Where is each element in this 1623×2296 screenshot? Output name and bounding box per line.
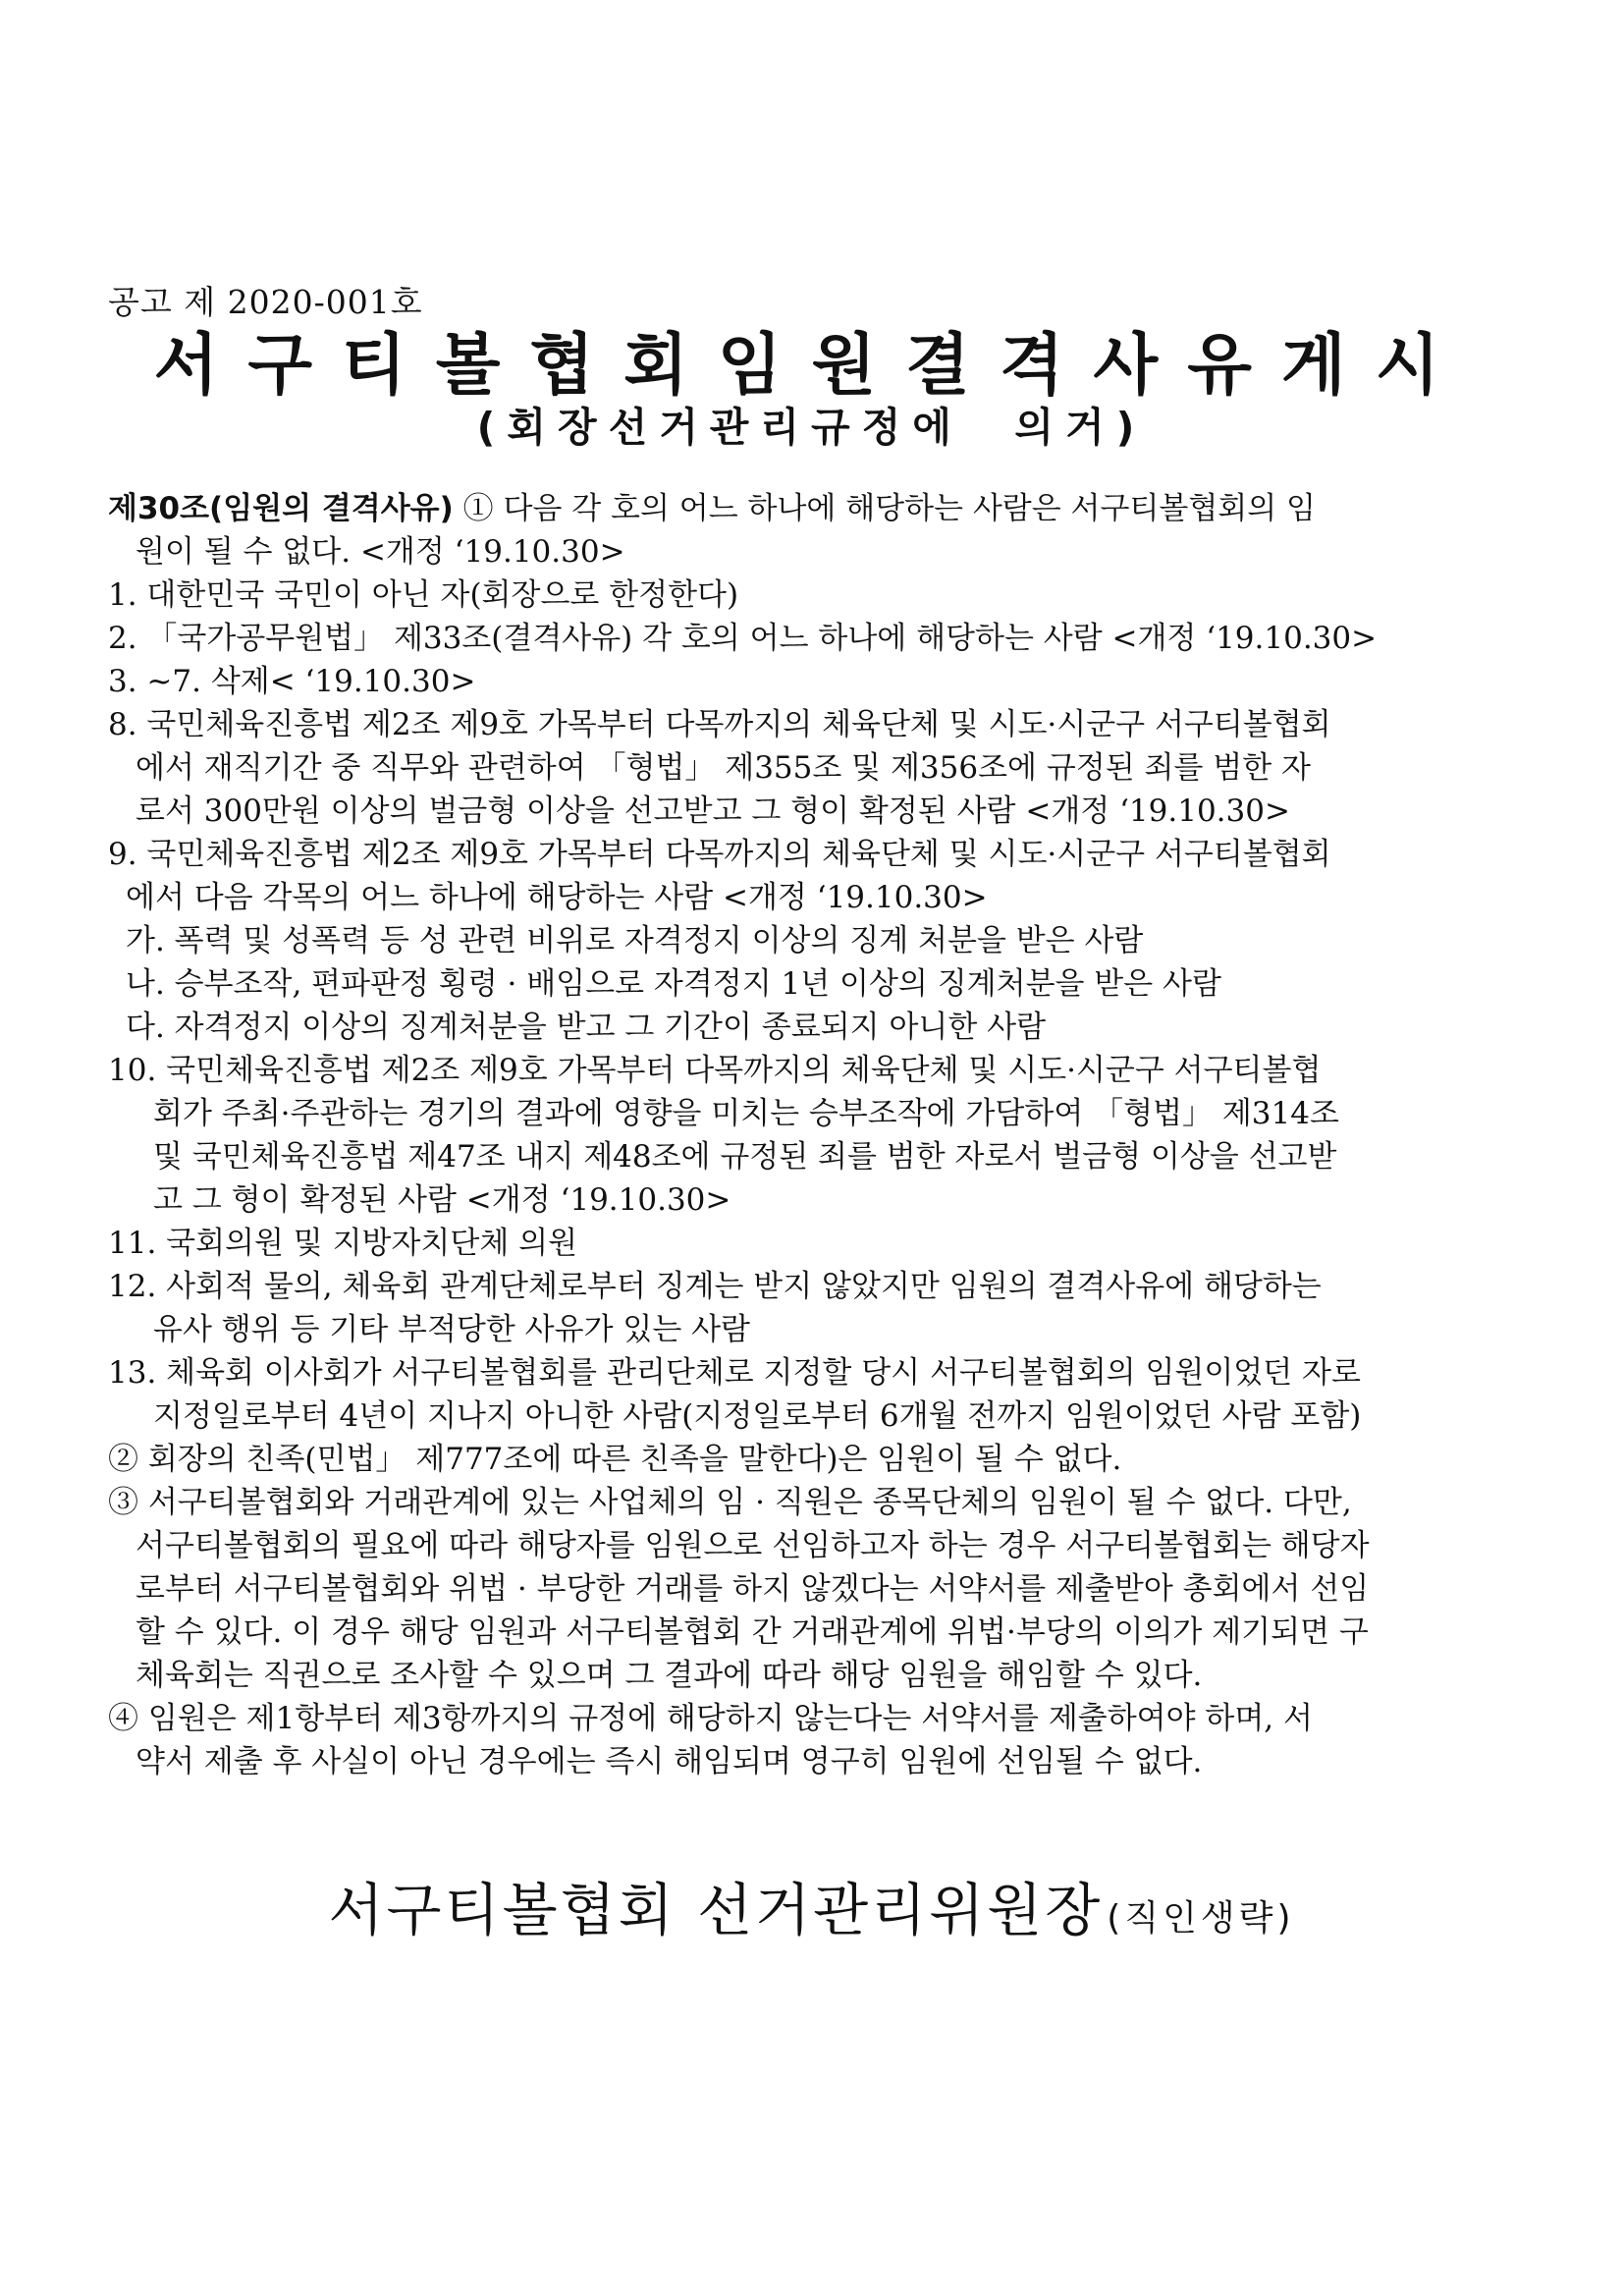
- clause-4-cont: 약서 제출 후 사실이 아닌 경우에는 즉시 해임되며 영구히 임원에 선임될 수 없다.: [135, 1744, 1203, 1779]
- item-10-cont: 회가 주최·주관하는 경기의 결과에 영향을 미치는 승부조작에 가담하여 「형법」 제314조: [153, 1096, 1339, 1131]
- item-9-cont: 에서 다음 각목의 어느 하나에 해당하는 사람 <개정 ‘19.10.30>: [126, 880, 988, 915]
- item-8-cont: 로서 300만원 이상의 벌금형 이상을 선고받고 그 형이 확정된 사람 <개정 ‘19.10.30>: [135, 793, 1290, 829]
- notice-number: 공고 제 2020-001호: [108, 283, 423, 321]
- item-2: 2. 「국가공무원법」 제33조(결격사유) 각 호의 어느 하나에 해당하는 사람 <개정 ‘19.10.30>: [108, 621, 1378, 656]
- item-10-cont: 고 그 형이 확정된 사람 <개정 ‘19.10.30>: [153, 1182, 731, 1218]
- item-13: 13. 체육회 이사회가 서구티볼협회를 관리단체로 지정할 당시 서구티볼협회의 임원이었던 자로: [108, 1355, 1361, 1391]
- item-12-cont: 유사 행위 등 기타 부적당한 사유가 있는 사람: [153, 1312, 751, 1347]
- article-body: [108, 487, 1492, 1783]
- clause-3-cont: 로부터 서구티볼협회와 위법 · 부당한 거래를 하지 않겠다는 서약서를 제출받아 총회에서 선임: [135, 1571, 1370, 1607]
- seal-omitted-note: (직인생략): [1107, 1898, 1295, 1939]
- clause-3-cont: 할 수 있다. 이 경우 해당 임원과 서구티볼협회 간 거래관계에 위법·부당의 이의가 제기되면 구: [135, 1614, 1369, 1650]
- clause-3-cont: 체육회는 직권으로 조사할 수 있으며 그 결과에 따라 해당 임원을 해임할 수 있다.: [135, 1658, 1203, 1693]
- signature-block: [0, 1864, 1623, 1946]
- item-11: 11. 국회의원 및 지방자치단체 의원: [108, 1226, 578, 1261]
- item-8: 8. 국민체육진흥법 제2조 제9호 가목부터 다목까지의 체육단체 및 시도·시군구 서구티볼협회: [108, 707, 1331, 742]
- clause-1-text: ① 다음 각 호의 어느 하나에 해당하는 사람은 서구티볼협회의 임: [462, 491, 1316, 526]
- item-1: 1. 대한민국 국민이 아닌 자(회장으로 한정한다): [108, 577, 739, 613]
- article-line: 원이 될 수 없다. <개정 ‘19.10.30>: [135, 534, 625, 570]
- item-10: 10. 국민체육진흥법 제2조 제9호 가목부터 다목까지의 체육단체 및 시도·시군구 서구티볼협: [108, 1053, 1322, 1088]
- item-13-cont: 지정일로부터 4년이 지나지 아니한 사람(지정일로부터 6개월 전까지 임원이었던 사람 포함): [153, 1398, 1362, 1434]
- clause-4: ④ 임원은 제1항부터 제3항까지의 규정에 해당하지 않는다는 서약서를 제출하여야 하며, 서: [108, 1701, 1313, 1736]
- item-12: 12. 사회적 물의, 체육회 관계단체로부터 징계는 받지 않았지만 임원의 결격사유에 해당하는: [108, 1269, 1322, 1304]
- item-8-cont: 에서 재직기간 중 직무와 관련하여 「형법」 제355조 및 제356조에 규정된 죄를 범한 자: [135, 750, 1311, 786]
- clause-2: ② 회장의 친족(민법」 제777조에 따른 친족을 말한다)은 임원이 될 수 없다.: [108, 1442, 1122, 1477]
- article-line: [108, 487, 1492, 530]
- document-subtitle: (회장선거관리규정에 의거): [476, 404, 1147, 451]
- sub-item-ga: 가. 폭력 및 성폭력 등 성 관련 비위로 자격정지 이상의 징계 처분을 받은 사람: [126, 923, 1144, 958]
- item-9: 9. 국민체육진흥법 제2조 제9호 가목부터 다목까지의 체육단체 및 시도·시군구 서구티볼협회: [108, 837, 1331, 872]
- sub-item-na: 나. 승부조작, 편파판정 횡령 · 배임으로 자격정지 1년 이상의 징계처분을 받은 사람: [126, 966, 1221, 1002]
- article-heading: 제30조(임원의 결격사유): [108, 491, 454, 526]
- item-3-7: 3. ~7. 삭제< ‘19.10.30>: [108, 664, 476, 699]
- signature-name: 서구티볼협회 선거관리위원장: [328, 1877, 1104, 1943]
- clause-3-cont: 서구티볼협회의 필요에 따라 해당자를 임원으로 선임하고자 하는 경우 서구티볼협회는 해당자: [135, 1528, 1370, 1563]
- sub-item-da: 다. 자격정지 이상의 징계처분을 받고 그 기간이 종료되지 아니한 사람: [126, 1010, 1047, 1045]
- item-10-cont: 및 국민체육진흥법 제47조 내지 제48조에 규정된 죄를 범한 자로서 벌금형 이상을 선고받: [153, 1139, 1337, 1175]
- clause-3: ③ 서구티볼협회와 거래관계에 있는 사업체의 임 · 직원은 종목단체의 임원이 될 수 없다. 다만,: [108, 1485, 1352, 1520]
- document-title: 서구티볼협회임원결격사유게시: [153, 327, 1470, 405]
